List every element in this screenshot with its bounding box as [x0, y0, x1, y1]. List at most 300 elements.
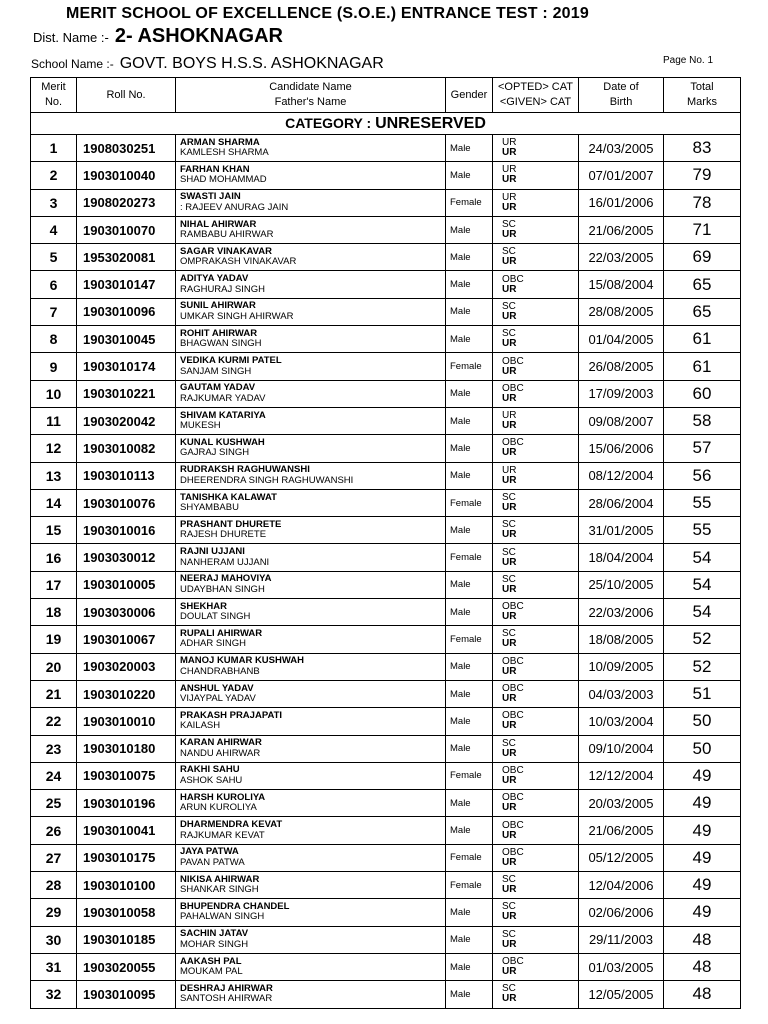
table-row	[31, 216, 741, 243]
roll-no: 1903010100	[77, 872, 176, 899]
given-category: UR	[502, 993, 517, 1005]
date-of-birth: 08/12/2004	[579, 462, 664, 489]
roll-no: 1903010041	[77, 817, 176, 844]
opted-category: UR	[502, 164, 517, 176]
category-cell	[493, 872, 579, 899]
date-of-birth: 28/08/2005	[579, 298, 664, 325]
roll-no: 1903010175	[77, 844, 176, 871]
date-of-birth: 01/03/2005	[579, 953, 664, 980]
document-title: MERIT SCHOOL OF EXCELLENCE (S.O.E.) ENTRANCE TEST : 2019	[66, 5, 589, 22]
opted-category: SC	[502, 328, 516, 340]
roll-no: 1903010220	[77, 680, 176, 707]
date-of-birth: 29/11/2003	[579, 926, 664, 953]
total-marks: 49	[664, 817, 741, 844]
date-of-birth: 07/01/2007	[579, 162, 664, 189]
given-category: UR	[502, 502, 517, 513]
gender: Male	[446, 599, 493, 626]
name-cell	[176, 653, 446, 680]
merit-no: 22	[31, 708, 77, 735]
merit-no: 3	[31, 189, 77, 216]
col-dob-header: Date of Birth	[579, 78, 664, 113]
father-name: GAJRAJ SINGH	[180, 447, 250, 459]
given-category: UR	[502, 529, 517, 541]
total-marks: 60	[664, 380, 741, 407]
table-row	[31, 708, 741, 735]
gender: Male	[446, 326, 493, 353]
gender: Male	[446, 380, 493, 407]
date-of-birth: 20/03/2005	[579, 790, 664, 817]
roll-no: 1903010180	[77, 735, 176, 762]
table-row	[31, 271, 741, 298]
table-row	[31, 517, 741, 544]
candidate-name: SUNIL AHIRWAR	[180, 300, 256, 312]
opted-category: SC	[502, 219, 516, 231]
gender: Female	[446, 189, 493, 216]
candidate-name: DHARMENDRA KEVAT	[180, 819, 283, 831]
table-row	[31, 189, 741, 216]
candidate-name: SHIVAM KATARIYA	[180, 409, 266, 421]
name-cell	[176, 844, 446, 871]
category-cell	[493, 735, 579, 762]
father-name: MOHAR SINGH	[180, 938, 249, 950]
date-of-birth: 12/05/2005	[579, 981, 664, 1008]
total-marks: 51	[664, 680, 741, 707]
roll-no: 1903020055	[77, 953, 176, 980]
date-of-birth: 09/08/2007	[579, 407, 664, 434]
father-name: OMPRAKASH VINAKAVAR	[180, 256, 297, 268]
opted-category: OBC	[502, 846, 524, 858]
name-cell	[176, 135, 446, 162]
table-row	[31, 298, 741, 325]
given-category: UR	[502, 856, 517, 868]
total-marks: 48	[664, 926, 741, 953]
name-cell	[176, 735, 446, 762]
table-row	[31, 162, 741, 189]
gender: Female	[446, 872, 493, 899]
merit-no: 13	[31, 462, 77, 489]
category-cell	[493, 817, 579, 844]
merit-no: 6	[31, 271, 77, 298]
roll-no: 1908030251	[77, 135, 176, 162]
category-cell	[493, 571, 579, 598]
gender: Male	[446, 216, 493, 243]
category-cell	[493, 489, 579, 516]
name-cell	[176, 244, 446, 271]
father-name: NANDU AHIRWAR	[180, 747, 261, 759]
category-cell	[493, 653, 579, 680]
date-of-birth: 15/06/2006	[579, 435, 664, 462]
father-name: MUKESH	[180, 420, 221, 432]
table-row	[31, 626, 741, 653]
name-cell	[176, 926, 446, 953]
candidate-name: NIHAL AHIRWAR	[180, 218, 257, 230]
name-cell	[176, 271, 446, 298]
merit-no: 19	[31, 626, 77, 653]
category-cell	[493, 353, 579, 380]
total-marks: 48	[664, 981, 741, 1008]
opted-category: SC	[502, 573, 516, 585]
opted-category: SC	[502, 628, 516, 640]
category-cell	[493, 216, 579, 243]
table-row	[31, 844, 741, 871]
gender: Male	[446, 462, 493, 489]
opted-category: OBC	[502, 601, 524, 613]
given-category: UR	[502, 365, 517, 377]
name-cell	[176, 790, 446, 817]
total-marks: 58	[664, 407, 741, 434]
opted-category: OBC	[502, 819, 524, 831]
date-of-birth: 10/09/2005	[579, 653, 664, 680]
school-line	[31, 55, 384, 73]
given-category: UR	[502, 147, 517, 159]
name-cell	[176, 981, 446, 1008]
date-of-birth: 21/06/2005	[579, 817, 664, 844]
total-marks: 56	[664, 462, 741, 489]
col-cat-header: <OPTED> CAT <GIVEN> CAT	[493, 78, 579, 113]
opted-category: OBC	[502, 655, 524, 667]
date-of-birth: 12/12/2004	[579, 762, 664, 789]
candidate-name: HARSH KUROLIYA	[180, 791, 266, 803]
total-marks: 78	[664, 189, 741, 216]
name-cell	[176, 326, 446, 353]
given-category: UR	[502, 256, 517, 268]
category-cell	[493, 244, 579, 271]
date-of-birth: 31/01/2005	[579, 517, 664, 544]
merit-no: 14	[31, 489, 77, 516]
candidate-name: FARHAN KHAN	[180, 163, 250, 175]
gender: Male	[446, 271, 493, 298]
category-cell	[493, 626, 579, 653]
given-category: UR	[502, 966, 517, 978]
merit-no: 10	[31, 380, 77, 407]
total-marks: 61	[664, 326, 741, 353]
name-cell	[176, 353, 446, 380]
table-row	[31, 817, 741, 844]
total-marks: 49	[664, 844, 741, 871]
date-of-birth: 22/03/2006	[579, 599, 664, 626]
opted-category: SC	[502, 737, 516, 749]
father-name: RAGHURAJ SINGH	[180, 283, 265, 295]
date-of-birth: 28/06/2004	[579, 489, 664, 516]
merit-no: 24	[31, 762, 77, 789]
father-name: DOULAT SINGH	[180, 611, 251, 623]
candidate-name: KUNAL KUSHWAH	[180, 436, 265, 448]
roll-no: 1903010058	[77, 899, 176, 926]
category-cell	[493, 435, 579, 462]
gender: Male	[446, 817, 493, 844]
name-cell	[176, 162, 446, 189]
gender: Male	[446, 571, 493, 598]
name-cell	[176, 216, 446, 243]
given-category: UR	[502, 774, 517, 786]
roll-no: 1903010040	[77, 162, 176, 189]
roll-no: 1903010221	[77, 380, 176, 407]
name-cell	[176, 407, 446, 434]
father-name: VIJAYPAL YADAV	[180, 693, 256, 705]
roll-no: 1903010096	[77, 298, 176, 325]
category-cell	[493, 189, 579, 216]
roll-no: 1903010082	[77, 435, 176, 462]
total-marks: 65	[664, 271, 741, 298]
father-name: NANHERAM UJJANI	[180, 556, 270, 568]
roll-no: 1903010016	[77, 517, 176, 544]
opted-category: OBC	[502, 382, 524, 394]
gender: Male	[446, 735, 493, 762]
category-row	[31, 113, 741, 135]
candidate-name: SAGAR VINAKAVAR	[180, 245, 273, 257]
total-marks: 55	[664, 517, 741, 544]
opted-category: OBC	[502, 764, 524, 776]
father-name: : RAJEEV ANURAG JAIN	[180, 201, 289, 213]
merit-no: 7	[31, 298, 77, 325]
col-gender-header: Gender	[446, 78, 493, 113]
given-category: UR	[502, 338, 517, 350]
date-of-birth: 05/12/2005	[579, 844, 664, 871]
total-marks: 57	[664, 435, 741, 462]
merit-no: 17	[31, 571, 77, 598]
father-name: SHYAMBABU	[180, 502, 239, 513]
table-row	[31, 653, 741, 680]
total-marks: 49	[664, 762, 741, 789]
roll-no: 1903010095	[77, 981, 176, 1008]
candidate-name: RUPALI AHIRWAR	[180, 627, 263, 639]
father-name: UDAYBHAN SINGH	[180, 583, 265, 595]
candidate-name: VEDIKA KURMI PATEL	[180, 355, 282, 367]
given-category: UR	[502, 829, 517, 841]
opted-category: OBC	[502, 792, 524, 804]
name-cell	[176, 298, 446, 325]
total-marks: 54	[664, 599, 741, 626]
father-name: RAJKUMAR YADAV	[180, 392, 266, 404]
opted-category: OBC	[502, 683, 524, 695]
father-name: SANTOSH AHIRWAR	[180, 993, 273, 1005]
gender: Male	[446, 162, 493, 189]
gender: Male	[446, 244, 493, 271]
category-cell	[493, 926, 579, 953]
merit-no: 28	[31, 872, 77, 899]
date-of-birth: 01/04/2005	[579, 326, 664, 353]
date-of-birth: 18/08/2005	[579, 626, 664, 653]
merit-no: 27	[31, 844, 77, 871]
father-name: SHAD MOHAMMAD	[180, 174, 267, 186]
given-category: UR	[502, 583, 517, 595]
table-row	[31, 353, 741, 380]
gender: Male	[446, 298, 493, 325]
date-of-birth: 02/06/2006	[579, 899, 664, 926]
table-row	[31, 735, 741, 762]
father-name: CHANDRABHANB	[180, 665, 260, 677]
table-row	[31, 926, 741, 953]
opted-category: SC	[502, 300, 516, 312]
category-cell	[493, 544, 579, 571]
candidate-name: NEERAJ MAHOVIYA	[180, 573, 272, 585]
roll-no: 1903020003	[77, 653, 176, 680]
gender: Male	[446, 899, 493, 926]
name-cell	[176, 817, 446, 844]
table-row	[31, 790, 741, 817]
total-marks: 54	[664, 544, 741, 571]
gender: Female	[446, 489, 493, 516]
total-marks: 83	[664, 135, 741, 162]
category-cell	[493, 762, 579, 789]
roll-no: 1903010113	[77, 462, 176, 489]
table-row	[31, 544, 741, 571]
date-of-birth: 04/03/2003	[579, 680, 664, 707]
table-row	[31, 435, 741, 462]
given-category: UR	[502, 802, 517, 814]
father-name: PAVAN PATWA	[180, 856, 245, 868]
given-category: UR	[502, 720, 517, 732]
candidate-name: ADITYA YADAV	[180, 273, 249, 285]
roll-no: 1903020042	[77, 407, 176, 434]
roll-no: 1903010075	[77, 762, 176, 789]
candidate-name: RUDRAKSH RAGHUWANSHI	[180, 464, 310, 476]
opted-category: SC	[502, 983, 516, 995]
date-of-birth: 10/03/2004	[579, 708, 664, 735]
given-category: UR	[502, 283, 517, 295]
col-merit-header: Merit No.	[31, 78, 77, 113]
candidate-name: BHUPENDRA CHANDEL	[180, 900, 290, 912]
name-cell	[176, 708, 446, 735]
name-cell	[176, 680, 446, 707]
opted-category: OBC	[502, 710, 524, 722]
gender: Female	[446, 844, 493, 871]
name-cell	[176, 899, 446, 926]
opted-category: OBC	[502, 956, 524, 968]
given-category: UR	[502, 638, 517, 650]
name-cell	[176, 380, 446, 407]
category-cell	[493, 953, 579, 980]
table-row	[31, 462, 741, 489]
category-cell	[493, 599, 579, 626]
name-cell	[176, 953, 446, 980]
table-row	[31, 407, 741, 434]
father-name: MOUKAM PAL	[180, 966, 243, 978]
gender: Male	[446, 981, 493, 1008]
father-name: PAHALWAN SINGH	[180, 911, 265, 923]
category-cell	[493, 981, 579, 1008]
total-marks: 52	[664, 626, 741, 653]
name-cell	[176, 762, 446, 789]
candidate-name: RAKHI SAHU	[180, 764, 240, 776]
father-name: ARUN KUROLIYA	[180, 802, 257, 814]
given-category: UR	[502, 201, 517, 213]
father-name: RAJESH DHURETE	[180, 529, 267, 541]
given-category: UR	[502, 938, 517, 950]
date-of-birth: 09/10/2004	[579, 735, 664, 762]
date-of-birth: 26/08/2005	[579, 353, 664, 380]
gender: Male	[446, 790, 493, 817]
candidate-name: SACHIN JATAV	[180, 928, 249, 940]
opted-category: SC	[502, 519, 516, 531]
gender: Male	[446, 653, 493, 680]
table-row	[31, 244, 741, 271]
merit-no: 32	[31, 981, 77, 1008]
table-row	[31, 489, 741, 516]
school-name: GOVT. BOYS H.S.S. ASHOKNAGAR	[119, 55, 384, 72]
date-of-birth: 22/03/2005	[579, 244, 664, 271]
gender: Male	[446, 517, 493, 544]
merit-table	[30, 77, 741, 1009]
table-row	[31, 680, 741, 707]
category-cell	[493, 380, 579, 407]
opted-category: UR	[502, 137, 517, 149]
roll-no: 1903010010	[77, 708, 176, 735]
merit-no: 4	[31, 216, 77, 243]
roll-no: 1903010070	[77, 216, 176, 243]
opted-category: SC	[502, 546, 516, 558]
merit-no: 8	[31, 326, 77, 353]
father-name: SHANKAR SINGH	[180, 884, 259, 896]
given-category: UR	[502, 911, 517, 923]
total-marks: 49	[664, 790, 741, 817]
father-name: RAMBABU AHIRWAR	[180, 229, 274, 241]
opted-category: UR	[502, 410, 517, 422]
merit-no: 11	[31, 407, 77, 434]
roll-no: 1903010174	[77, 353, 176, 380]
category-cell	[493, 462, 579, 489]
merit-no: 23	[31, 735, 77, 762]
district-name: 2- ASHOKNAGAR	[114, 25, 283, 47]
table-row	[31, 762, 741, 789]
father-name: SANJAM SINGH	[180, 365, 252, 377]
father-name: RAJKUMAR KEVAT	[180, 829, 265, 841]
given-category: UR	[502, 747, 517, 759]
candidate-name: SWASTI JAIN	[180, 191, 241, 203]
roll-no: 1903010196	[77, 790, 176, 817]
father-name: KAMLESH SHARMA	[180, 147, 269, 159]
candidate-name: ANSHUL YADAV	[180, 682, 254, 694]
date-of-birth: 21/06/2005	[579, 216, 664, 243]
total-marks: 61	[664, 353, 741, 380]
roll-no: 1903030012	[77, 544, 176, 571]
father-name: BHAGWAN SINGH	[180, 338, 262, 350]
merit-no: 18	[31, 599, 77, 626]
category-cell	[493, 407, 579, 434]
gender: Male	[446, 135, 493, 162]
gender: Male	[446, 435, 493, 462]
date-of-birth: 18/04/2004	[579, 544, 664, 571]
total-marks: 52	[664, 653, 741, 680]
merit-no: 31	[31, 953, 77, 980]
category-cell	[493, 135, 579, 162]
table-row	[31, 380, 741, 407]
given-category: UR	[502, 392, 517, 404]
category-cell	[493, 680, 579, 707]
given-category: UR	[502, 174, 517, 186]
total-marks: 54	[664, 571, 741, 598]
category-cell	[493, 271, 579, 298]
opted-category: SC	[502, 246, 516, 258]
col-roll-header: Roll No.	[77, 78, 176, 113]
table-header-row	[31, 78, 741, 113]
candidate-name: AAKASH PAL	[180, 955, 242, 967]
opted-category: OBC	[502, 355, 524, 367]
table-row	[31, 326, 741, 353]
opted-category: SC	[502, 874, 516, 886]
total-marks: 65	[664, 298, 741, 325]
merit-no: 20	[31, 653, 77, 680]
name-cell	[176, 544, 446, 571]
gender: Male	[446, 708, 493, 735]
gender: Male	[446, 407, 493, 434]
roll-no: 1903010147	[77, 271, 176, 298]
father-name: UMKAR SINGH AHIRWAR	[180, 310, 294, 322]
category-cell	[493, 326, 579, 353]
opted-category: SC	[502, 928, 516, 940]
merit-no: 29	[31, 899, 77, 926]
district-line	[33, 25, 283, 48]
